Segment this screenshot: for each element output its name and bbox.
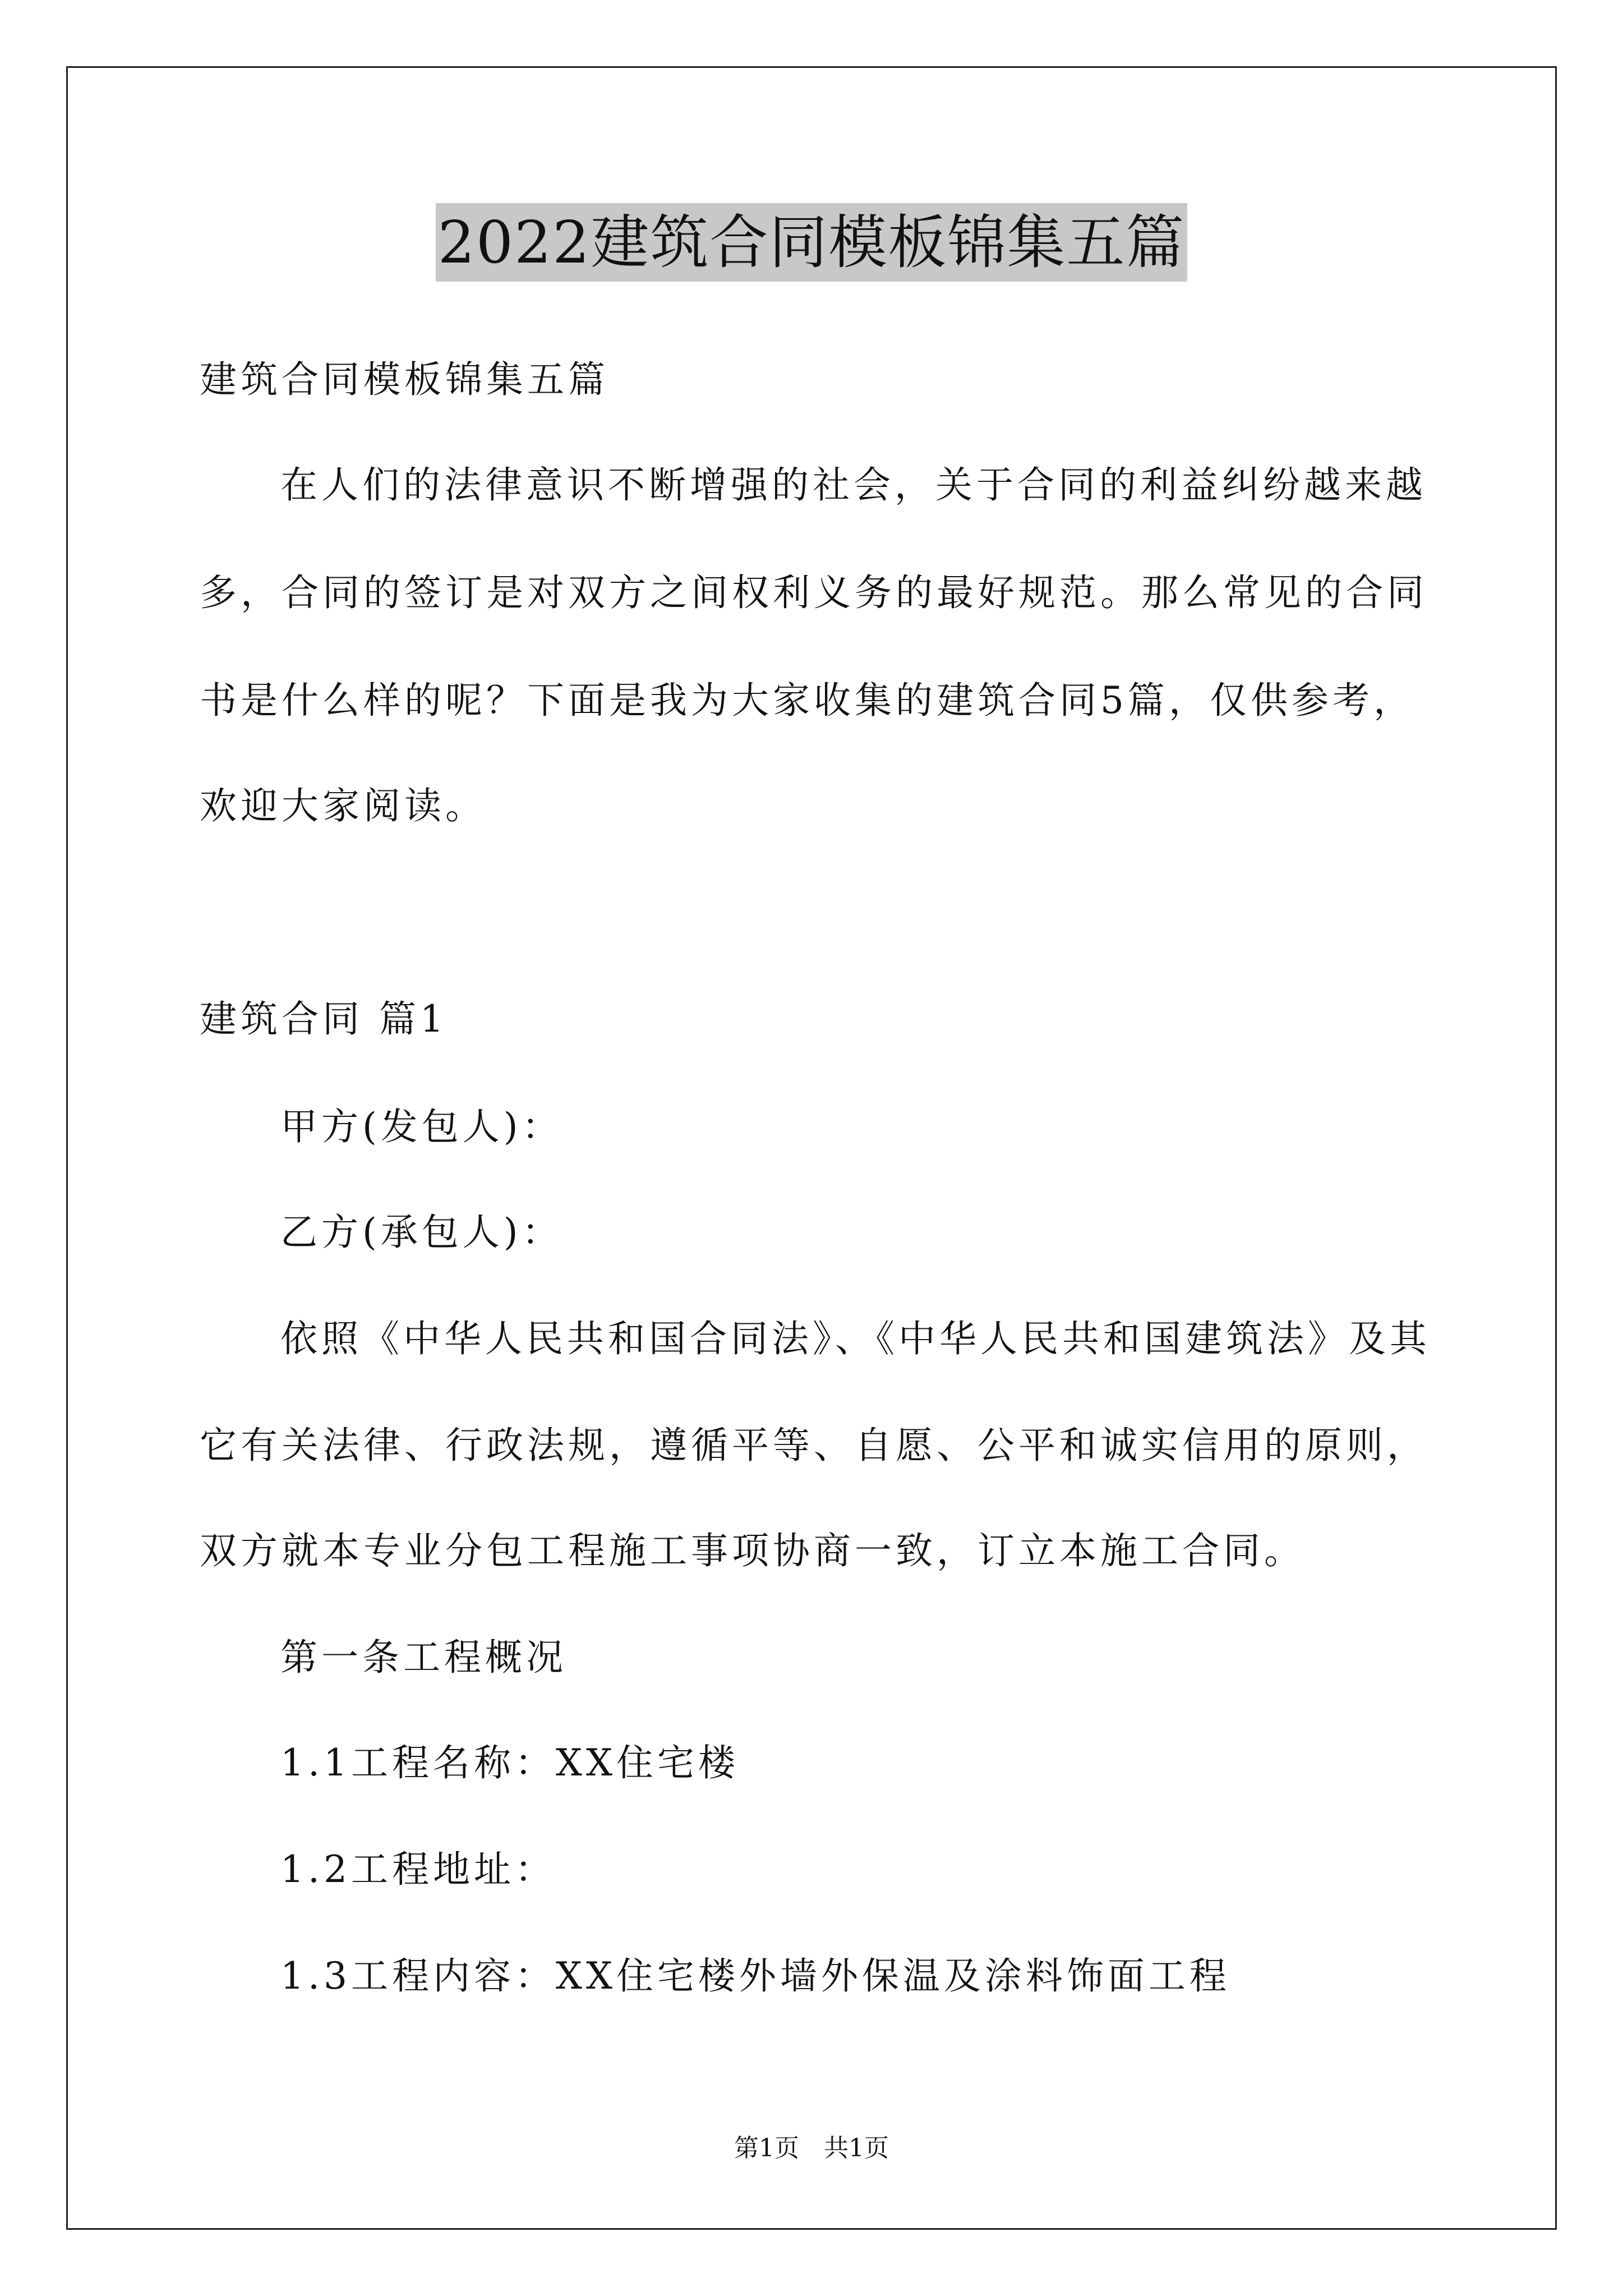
party-b-line: 乙方(承包人)： [280,1211,563,1254]
article-one-heading: 第一条工程概况 [280,1636,567,1679]
party-a-line: 甲方(发包人)： [280,1105,563,1148]
page-footer: 第1页 共1页 [734,2134,889,2162]
basis-line-2: 它有关法律、行政法规，遵循平等、自愿、公平和诚实信用的原则， [200,1424,1428,1467]
item-1-1: 1.1工程名称：XX住宅楼 [280,1741,739,1784]
section-heading: 建筑合同 篇1 [200,997,448,1041]
item-1-3: 1.3工程内容：XX住宅楼外墙外保温及涂料饰面工程 [280,1954,1230,1998]
item-1-2: 1.2工程地址： [280,1848,556,1891]
intro-line-3: 书是什么样的呢？下面是我为大家收集的建筑合同5篇，仅供参考， [200,679,1414,722]
intro-line-4: 欢迎大家阅读。 [200,784,486,827]
document-subtitle: 建筑合同模板锦集五篇 [200,358,609,401]
basis-line-3: 双方就本专业分包工程施工事项协商一致，订立本施工合同。 [200,1529,1305,1572]
intro-line-1: 在人们的法律意识不断增强的社会，关于合同的利益纠纷越来越 [280,463,1427,507]
intro-line-2: 多，合同的签订是对双方之间权利义务的最好规范。那么常见的合同 [200,571,1428,614]
title-container [0,203,1623,282]
document-title: 2022建筑合同模板锦集五篇 [436,203,1188,282]
basis-line-1: 依照《中华人民共和国合同法》、《中华人民共和国建筑法》及其 [280,1317,1431,1360]
